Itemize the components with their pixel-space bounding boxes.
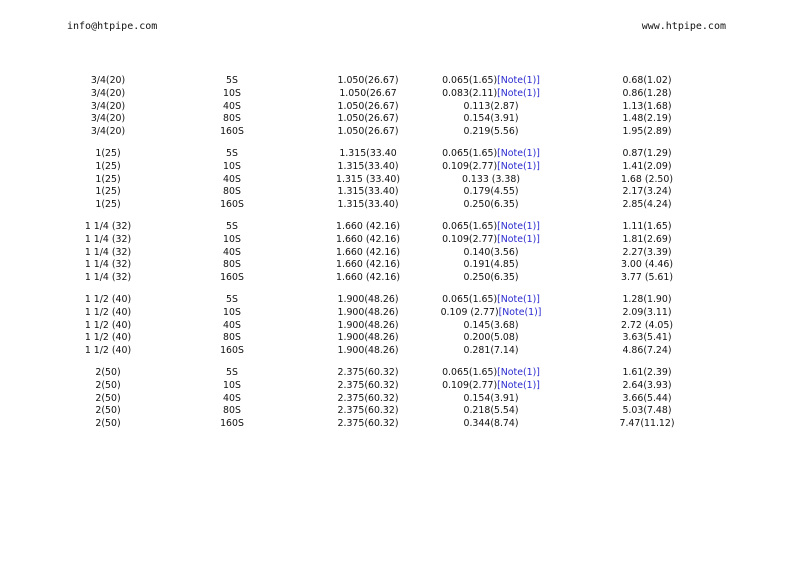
size-group (0, 294, 793, 358)
table-row (0, 174, 793, 187)
schedule-cell: 40S (223, 392, 241, 404)
wall-thickness-cell (463, 332, 518, 345)
table-row (0, 247, 793, 260)
wall-thickness-cell (463, 405, 518, 418)
schedule-cell: 40S (223, 246, 241, 258)
nominal-size-cell: 3/4(20) (90, 113, 126, 125)
wall-thickness-cell (463, 259, 518, 272)
table-row (0, 234, 793, 247)
nominal-size-cell: 3/4(20) (90, 75, 126, 86)
table-row (0, 320, 793, 333)
wall-value: 0.109(2.77) (442, 160, 498, 172)
weight-cell: 4.86(7.24) (622, 345, 672, 357)
schedule-cell: 10S (223, 233, 241, 245)
outside-diameter-cell: 1.050(26.67) (337, 126, 399, 138)
nominal-size-cell: 1 1/2 (40) (84, 293, 132, 305)
nominal-size-cell: 1 1/4 (32) (84, 259, 132, 271)
weight-cell: 2.64(3.93) (622, 379, 672, 391)
wall-value: 0.344(8.74) (463, 418, 519, 430)
wall-thickness-cell (463, 345, 518, 358)
weight-cell: 3.66(5.44) (622, 392, 672, 404)
wall-thickness-cell (442, 148, 540, 161)
weight-cell: 1.81(2.69) (622, 233, 672, 245)
weight-cell: 1.61(2.39) (622, 366, 672, 378)
wall-value: 0.133 (3.38) (461, 173, 521, 185)
weight-cell: 3.63(5.41) (622, 332, 672, 344)
size-group (0, 221, 793, 285)
weight-cell: 1.68 (2.50) (620, 173, 674, 185)
nominal-size-cell: 3/4(20) (90, 126, 126, 138)
table-row (0, 126, 793, 139)
schedule-cell: 160S (220, 199, 244, 211)
nominal-size-cell: 1 1/4 (32) (84, 220, 132, 232)
outside-diameter-cell: 1.315 (33.40) (336, 173, 400, 185)
outside-diameter-cell: 1.050(26.67) (337, 113, 399, 125)
wall-thickness-cell (442, 380, 540, 393)
note-link[interactable]: [Note(1)] (497, 220, 540, 232)
note-link[interactable]: [Note(1)] (497, 366, 540, 378)
wall-value: 0.140(3.56) (463, 246, 519, 258)
note-link[interactable]: [Note(1)] (497, 160, 540, 172)
note-link[interactable]: [Note(1)] (497, 379, 540, 391)
wall-value: 0.154(3.91) (463, 113, 519, 125)
nominal-size-cell: 1 1/2 (40) (84, 332, 132, 344)
schedule-cell: 5S (226, 366, 238, 378)
wall-value: 0.065(1.65) (442, 220, 498, 232)
table-row (0, 161, 793, 174)
nominal-size-cell: 1 1/4 (32) (84, 233, 132, 245)
pipe-dimensions-table (0, 75, 793, 440)
weight-cell: 1.41(2.09) (622, 160, 672, 172)
table-row (0, 101, 793, 114)
table-row (0, 380, 793, 393)
schedule-cell: 10S (223, 379, 241, 391)
table-row (0, 75, 793, 88)
nominal-size-cell: 2(50) (95, 379, 121, 391)
note-link[interactable]: [Note(1)] (497, 233, 540, 245)
outside-diameter-cell: 1.660 (42.16) (336, 220, 400, 232)
header-email: info@htpipe.com (67, 21, 158, 32)
table-row (0, 186, 793, 199)
wall-thickness-cell (442, 234, 540, 247)
nominal-size-cell: 1(25) (95, 147, 121, 159)
outside-diameter-cell: 1.900(48.26) (337, 306, 399, 318)
nominal-size-cell: 1(25) (95, 199, 121, 211)
outside-diameter-cell: 1.315(33.40 (339, 147, 397, 159)
wall-thickness-cell (463, 126, 518, 139)
wall-value: 0.065(1.65) (442, 293, 498, 305)
schedule-cell: 40S (223, 100, 241, 112)
wall-thickness-cell (442, 75, 540, 88)
weight-cell: 0.68(1.02) (622, 75, 672, 86)
wall-thickness-cell (463, 247, 518, 260)
wall-thickness-cell (442, 294, 540, 307)
outside-diameter-cell: 2.375(60.32) (337, 379, 399, 391)
wall-value: 0.250(6.35) (463, 199, 519, 211)
table-row (0, 367, 793, 380)
schedule-cell: 80S (223, 186, 241, 198)
wall-value: 0.109(2.77) (442, 379, 498, 391)
outside-diameter-cell: 2.375(60.32) (337, 418, 399, 430)
nominal-size-cell: 2(50) (95, 418, 121, 430)
outside-diameter-cell: 1.315(33.40) (337, 160, 399, 172)
wall-thickness-cell (442, 161, 540, 174)
wall-value: 0.281(7.14) (463, 345, 519, 357)
wall-thickness-cell (463, 418, 518, 431)
table-row (0, 307, 793, 320)
wall-value: 0.109 (2.77) (440, 306, 499, 318)
nominal-size-cell: 1 1/2 (40) (84, 345, 132, 357)
wall-thickness-cell (462, 174, 520, 187)
note-link[interactable]: [Note(1)] (497, 75, 540, 86)
size-group (0, 75, 793, 139)
nominal-size-cell: 1 1/4 (32) (84, 246, 132, 258)
weight-cell: 1.11(1.65) (622, 220, 672, 232)
schedule-cell: 10S (223, 160, 241, 172)
nominal-size-cell: 1 1/4 (32) (84, 272, 132, 284)
table-row (0, 294, 793, 307)
weight-cell: 1.28(1.90) (622, 293, 672, 305)
wall-thickness-cell (442, 221, 540, 234)
outside-diameter-cell: 2.375(60.32) (337, 392, 399, 404)
nominal-size-cell: 1(25) (95, 173, 121, 185)
schedule-cell: 80S (223, 113, 241, 125)
weight-cell: 1.95(2.89) (622, 126, 672, 138)
wall-value: 0.065(1.65) (442, 147, 498, 159)
schedule-cell: 5S (226, 220, 238, 232)
schedule-cell: 160S (220, 418, 244, 430)
nominal-size-cell: 3/4(20) (90, 100, 126, 112)
table-row (0, 393, 793, 406)
wall-value: 0.113(2.87) (463, 100, 519, 112)
wall-thickness-cell (463, 186, 518, 199)
weight-cell: 0.86(1.28) (622, 87, 672, 99)
weight-cell: 2.27(3.39) (622, 246, 672, 258)
weight-cell: 3.00 (4.46) (620, 259, 674, 271)
outside-diameter-cell: 1.660 (42.16) (336, 272, 400, 284)
schedule-cell: 80S (223, 332, 241, 344)
wall-value: 0.200(5.08) (463, 332, 519, 344)
outside-diameter-cell: 1.315(33.40) (337, 199, 399, 211)
schedule-cell: 160S (220, 126, 244, 138)
table-row (0, 148, 793, 161)
schedule-cell: 80S (223, 405, 241, 417)
schedule-cell: 10S (223, 306, 241, 318)
nominal-size-cell: 2(50) (95, 405, 121, 417)
outside-diameter-cell: 1.050(26.67) (337, 75, 399, 86)
wall-thickness-cell (463, 101, 518, 114)
wall-thickness-cell (463, 199, 518, 212)
weight-cell: 2.17(3.24) (622, 186, 672, 198)
wall-value: 0.154(3.91) (463, 392, 519, 404)
wall-value: 0.065(1.65) (442, 366, 498, 378)
table-row (0, 221, 793, 234)
wall-value: 0.083(2.11) (442, 87, 498, 99)
outside-diameter-cell: 1.900(48.26) (337, 319, 399, 331)
schedule-cell: 80S (223, 259, 241, 271)
outside-diameter-cell: 2.375(60.32) (337, 405, 399, 417)
table-row (0, 272, 793, 285)
wall-value: 0.109(2.77) (442, 233, 498, 245)
outside-diameter-cell: 1.050(26.67 (339, 87, 397, 99)
table-row (0, 88, 793, 101)
schedule-cell: 40S (223, 173, 241, 185)
wall-thickness-cell (442, 367, 540, 380)
nominal-size-cell: 2(50) (95, 366, 121, 378)
schedule-cell: 5S (226, 75, 238, 86)
wall-value: 0.191(4.85) (463, 259, 519, 271)
nominal-size-cell: 3/4(20) (90, 87, 126, 99)
nominal-size-cell: 2(50) (95, 392, 121, 404)
wall-value: 0.179(4.55) (463, 186, 519, 198)
wall-value: 0.065(1.65) (442, 75, 498, 86)
schedule-cell: 5S (226, 293, 238, 305)
schedule-cell: 160S (220, 272, 244, 284)
weight-cell: 1.13(1.68) (622, 100, 672, 112)
outside-diameter-cell: 1.660 (42.16) (336, 259, 400, 271)
nominal-size-cell: 1(25) (95, 186, 121, 198)
weight-cell: 2.85(4.24) (622, 199, 672, 211)
weight-cell: 1.48(2.19) (622, 113, 672, 125)
size-group (0, 148, 793, 212)
note-link[interactable]: [Note(1)] (497, 293, 540, 305)
outside-diameter-cell: 1.050(26.67) (337, 100, 399, 112)
wall-thickness-cell (463, 393, 518, 406)
outside-diameter-cell: 1.315(33.40) (337, 186, 399, 198)
wall-value: 0.219(5.56) (463, 126, 519, 138)
table-row (0, 405, 793, 418)
weight-cell: 7.47(11.12) (619, 418, 675, 430)
weight-cell: 2.72 (4.05) (620, 319, 674, 331)
nominal-size-cell: 1 1/2 (40) (84, 319, 132, 331)
wall-thickness-cell (463, 113, 518, 126)
wall-value: 0.218(5.54) (463, 405, 519, 417)
note-link[interactable]: [Note(1)] (498, 306, 542, 318)
schedule-cell: 10S (223, 87, 241, 99)
note-link[interactable]: [Note(1)] (497, 147, 540, 159)
header-website: www.htpipe.com (641, 21, 726, 32)
outside-diameter-cell: 1.900(48.26) (337, 345, 399, 357)
table-row (0, 332, 793, 345)
wall-thickness-cell (463, 320, 518, 333)
schedule-cell: 5S (226, 147, 238, 159)
table-row (0, 418, 793, 431)
table-row (0, 259, 793, 272)
note-link[interactable]: [Note(1)] (497, 87, 540, 99)
schedule-cell: 40S (223, 319, 241, 331)
outside-diameter-cell: 2.375(60.32) (337, 366, 399, 378)
nominal-size-cell: 1 1/2 (40) (84, 306, 132, 318)
wall-value: 0.250(6.35) (463, 272, 519, 284)
weight-cell: 2.09(3.11) (622, 306, 672, 318)
table-row (0, 345, 793, 358)
weight-cell: 5.03(7.48) (622, 405, 672, 417)
weight-cell: 3.77 (5.61) (620, 272, 674, 284)
size-group (0, 367, 793, 431)
wall-thickness-cell (463, 272, 518, 285)
outside-diameter-cell: 1.900(48.26) (337, 332, 399, 344)
outside-diameter-cell: 1.660 (42.16) (336, 233, 400, 245)
schedule-cell: 160S (220, 345, 244, 357)
weight-cell: 0.87(1.29) (622, 147, 672, 159)
outside-diameter-cell: 1.660 (42.16) (336, 246, 400, 258)
nominal-size-cell: 1(25) (95, 160, 121, 172)
wall-thickness-cell (441, 307, 542, 320)
outside-diameter-cell: 1.900(48.26) (337, 293, 399, 305)
wall-thickness-cell (442, 88, 540, 101)
table-row (0, 199, 793, 212)
table-row (0, 113, 793, 126)
wall-value: 0.145(3.68) (463, 319, 519, 331)
